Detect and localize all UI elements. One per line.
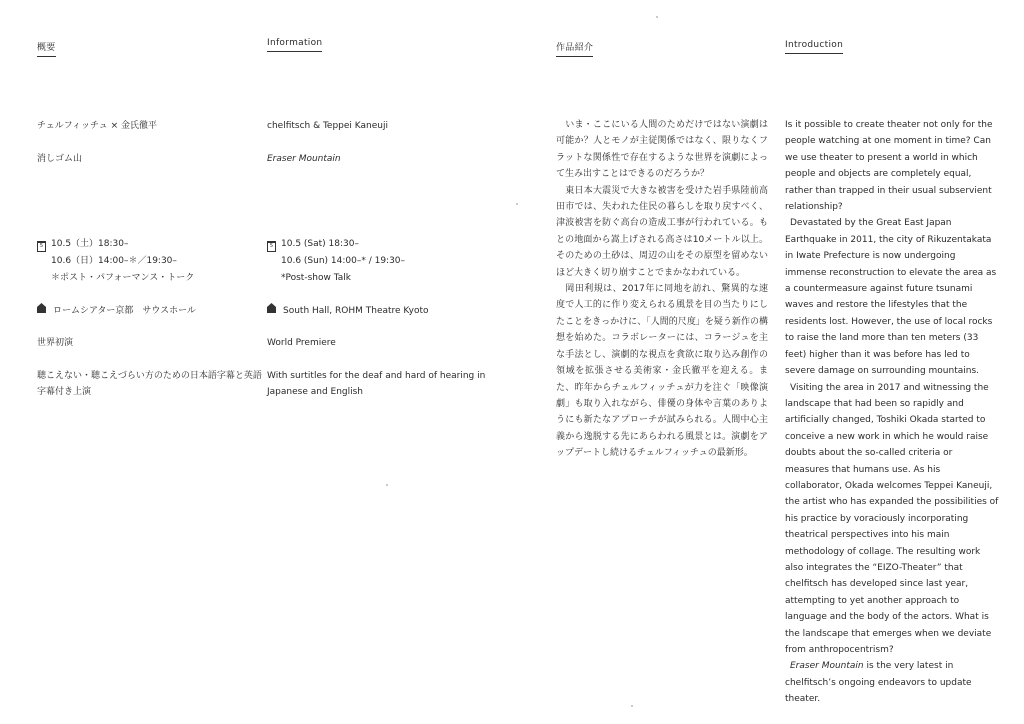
work-intro-body (556, 117, 768, 462)
introduction-heading: Introduction (785, 40, 843, 54)
information-surtitles-2: Japanese and English (267, 387, 364, 397)
work-intro-paragraph-2: 東日本大震災で大きな被害を受けた岩手県陸前高田市では、失われた住民の暮らしを取り戻すべく、津波被害を防ぐ高台の造成工事が行われている。もとの地面から嵩上げされる高さは10メートル以上。そのための土砂は、周辺の山をその原型を留めないほど大きく切り崩すことでまかなわれている。 (556, 185, 768, 278)
calendar-icon: 5 (267, 241, 276, 252)
introduction-body (785, 117, 999, 708)
overview-work: 消しゴム山 (37, 154, 83, 164)
overview-surtitles-1: 聴こえない・聴こえづらい方のための日本語字幕と英語 (37, 371, 262, 381)
information-heading: Information (267, 38, 322, 52)
scan-speck (631, 705, 633, 707)
information-date-2: 10.6 (Sun) 14:00–* / 19:30– (281, 256, 406, 266)
work-intro-paragraph-3: 岡田利規は、2017年に同地を訪れ、驚異的な速度で人工的に作り変えられる風景を目の当たりにしたことをきっかけに、「人間的尺度」を疑う新作の構想を始めた。コラボレーターには、コラージュを主な手法とし、演劇的な視点を貪欲に取り込み創作の領域を拡張させる美術家・金氏徹平を迎える。また、昨年からチェルフィッチュが力を注ぐ「映像演劇」も取り入れながら、俳優の身体や言葉のありようにも新たなアプローチが試みられる。人間中心主義から逸脱する先にあらわれる風景とは。演劇をアップデートし続けるチェルフィッチュの最新形。 (556, 284, 768, 459)
overview-venue: ロームシアター京都 サウスホール (37, 302, 196, 320)
work-intro-heading: 作品紹介 (556, 40, 593, 57)
information-talk: *Post-show Talk (281, 273, 351, 283)
overview-heading: 概要 (37, 40, 56, 57)
information-title: chelfitsch & Teppei Kaneuji (267, 121, 389, 131)
introduction-paragraph-3: Visiting the area in 2017 and witnessing the landscape that had been so rapidly and artificially changed, Toshiki Okada started to conceive a new work in which he would raise doubts about the so-called criteria or measures that humans use. As his collaborator, Okada welcomes Teppei Kaneuji, the artist who has expanded the possibilities of his practice by voraciously incorporating theatrical perspectives into his main methodology of collage. The resulting work also integrates the “EIZO-Theater” that chelfitsch has developed since last year, attempting to yet another approach to language and the body of the actors. What is the landscape that emerges when we deviate from anthropocentrism? (785, 382, 999, 655)
information-venue: South Hall, ROHM Theatre Kyoto (267, 302, 429, 320)
overview-surtitles-2: 字幕付き上演 (37, 387, 92, 397)
information-premiere: World Premiere (267, 338, 336, 348)
overview-date-1: 5 10.5（土）18:30– (37, 235, 128, 253)
introduction-paragraph-4: Eraser Mountain is the very latest in chelfitsch’s ongoing endeavors to update theater. (785, 661, 972, 705)
overview-premiere: 世界初演 (37, 338, 74, 348)
information-work: Eraser Mountain (267, 154, 341, 164)
introduction-paragraph-2: Devastated by the Great East Japan Earthquake in 2011, the city of Rikuzentakata in Iwate Prefecture is now undergoing immense reconstruction to elevate the area as a countermeasure against future tsunami waves and restore the lifestyles that the residents lost. However, the use of local rocks to raise the land more than ten meters (33 feet) higher than it was before has led to severe damage on surrounding mountains. (785, 218, 997, 377)
overview-talk: ＊ポスト・パフォーマンス・トーク (51, 273, 195, 283)
scan-speck (386, 484, 388, 486)
introduction-paragraph-1: Is it possible to create theater not only for the people watching at one moment in time? Can we use theater to present a world in which people and objects are completely equal, rather than trapped in their usual subservient relationship? (785, 120, 993, 213)
information-date-1: 5 10.5 (Sat) 18:30– (267, 235, 359, 253)
scan-speck (656, 16, 658, 18)
work-intro-paragraph-1: いま・ここにいる人間のためだけではない演劇は可能か？人とモノが主従関係ではなく、限りなくフラットな関係性で存在するような世界を演劇によって生み出すことはできるのだろうか？ (556, 120, 768, 180)
scan-speck (516, 203, 518, 205)
overview-title: チェルフィッチュ × 金氏徹平 (37, 121, 158, 131)
overview-date-2: 10.6（日）14:00–＊／19:30– (51, 256, 177, 266)
introduction-work-title: Eraser Mountain (790, 661, 864, 672)
information-surtitles-1: With surtitles for the deaf and hard of hearing in (267, 371, 486, 381)
calendar-icon: 5 (37, 241, 46, 252)
